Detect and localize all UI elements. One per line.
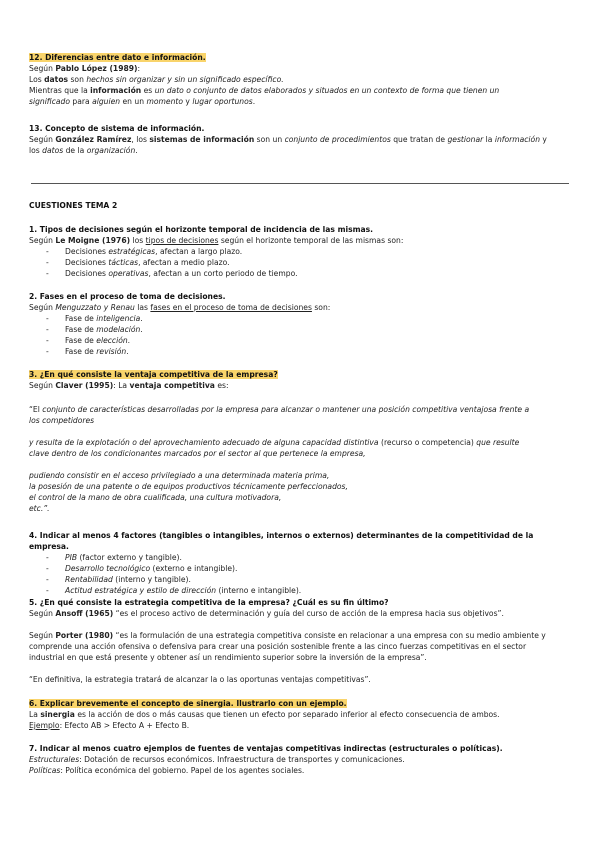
section-12-line4: significado para alguien en un momento y lugar oportunos.	[29, 97, 256, 106]
section-13-title: 13. Concepto de sistema de información.	[29, 124, 205, 133]
list-item: - Decisiones tácticas, afectan a medio plazo.	[29, 257, 574, 268]
question-5-ansoff: Según Ansoff (1965) “es el proceso activo de determinación y guía del curso de acción de la empresa hacia sus objetivos”.	[29, 609, 504, 618]
list-item: - Rentabilidad (interno y tangible).	[29, 574, 574, 585]
list-item: - Desarrollo tecnológico (externo e intangible).	[29, 563, 574, 574]
list-item: - Actitud estratégica y estilo de dirección (interno e intangible).	[29, 585, 574, 596]
list-item: - Fase de modelación.	[29, 324, 574, 335]
question-6-title: 6. Explicar brevemente el concepto de sinergia. Ilustrarlo con un ejemplo.	[29, 699, 347, 708]
question-3-quote-3: pudiendo consistir en el acceso privilegiado a una determinada materia prima, la posesión de una patente o de equipos productivos técnicamente perfeccionados, el control de la mano de obra cualificada, una cultura motivadora, etc.”.	[29, 471, 348, 513]
question-7-structural: Estructurales: Dotación de recursos económicos. Infraestructura de transportes y comunicaciones.	[29, 755, 405, 764]
section-12-line1: Según Pablo López (1989):	[29, 64, 141, 73]
question-1	[29, 224, 574, 279]
tema-2-heading-block	[29, 200, 574, 211]
question-1-title: 1. Tipos de decisiones según el horizonte temporal de incidencia de las mismas.	[29, 225, 374, 234]
question-2	[29, 291, 574, 357]
question-6	[29, 698, 574, 731]
section-13-line1: Según González Ramírez, los sistemas de información son un conjunto de procedimientos que tratan de gestionar la información y	[29, 135, 547, 144]
list-item: - Fase de revisión.	[29, 346, 574, 357]
section-divider	[31, 183, 569, 184]
question-3-intro: Según Claver (1995): La ventaja competitiva es:	[29, 381, 229, 390]
question-5	[29, 597, 574, 619]
question-5-conclusion: “En definitiva, la estrategia tratará de alcanzar la o las oportunas ventajas competitivas”.	[29, 675, 371, 684]
section-13-line2: los datos de la organización.	[29, 146, 138, 155]
section-12	[29, 52, 574, 107]
question-3-quote-1: “El conjunto de características desarrolladas por la empresa para alcanzar o mantener una posición competitiva ventajosa frente a los competidores	[29, 405, 530, 425]
section-12-line3: Mientras que la información es un dato o conjunto de datos elaborados y situados en un contexto de forma que tienen un	[29, 86, 500, 95]
question-2-intro: Según Menguzzato y Renau las fases en el proceso de toma de decisiones son:	[29, 303, 331, 312]
question-6-definition: La sinergia es la acción de dos o más causas que tienen un efecto por separado inferior al efecto consecuencia de ambos.	[29, 710, 500, 719]
section-12-title: 12. Diferencias entre dato e información.	[29, 53, 206, 62]
list-item: - PIB (factor externo y tangible).	[29, 552, 574, 563]
question-2-title: 2. Fases en el proceso de toma de decisiones.	[29, 292, 226, 301]
question-4	[29, 530, 574, 596]
question-2-list	[29, 313, 574, 357]
question-7-title: 7. Indicar al menos cuatro ejemplos de fuentes de ventajas competitivas indirectas (estructurales o políticas).	[29, 744, 503, 753]
question-5-title: 5. ¿En qué consiste la estrategia competitiva de la empresa? ¿Cuál es su fin último?	[29, 598, 389, 607]
question-4-title: 4. Indicar al menos 4 factores (tangibles o intangibles, internos o externos) determinantes de la competitividad de la empresa.	[29, 531, 534, 551]
question-3-quote-2: y resulta de la explotación o del aprovechamiento adecuado de alguna capacidad distintiva (recurso o competencia) que resulte clave dentro de los condicionantes marcados por el sector al que pertenece la empresa,	[29, 438, 520, 458]
section-13	[29, 123, 574, 156]
question-4-list	[29, 552, 574, 596]
question-3-title: 3. ¿En qué consiste la ventaja competitiva de la empresa?	[29, 370, 278, 379]
tema-2-heading: CUESTIONES TEMA 2	[29, 201, 118, 210]
section-12-line2: Los datos son hechos sin organizar y sin un significado específico.	[29, 75, 284, 84]
list-item: - Fase de elección.	[29, 335, 574, 346]
question-5-porter: Según Porter (1980) “es la formulación de una estrategia competitiva consiste en relacionar a una empresa con su medio ambiente y comprende una acción ofensiva o defensiva para crear una posición sostenible frente a las cinco fuerzas competitivas en el sector industrial en que está presente y obtener así un rendimiento superior sobre la inversión de la empresa”.	[29, 631, 546, 662]
list-item: - Decisiones estratégicas, afectan a largo plazo.	[29, 246, 574, 257]
question-6-example: Ejemplo: Efecto AB > Efecto A + Efecto B.	[29, 721, 190, 730]
question-7	[29, 743, 574, 776]
question-1-list	[29, 246, 574, 279]
question-1-intro: Según Le Moigne (1976) los tipos de decisiones según el horizonte temporal de las mismas son:	[29, 236, 404, 245]
question-7-political: Políticas: Política económica del gobierno. Papel de los agentes sociales.	[29, 766, 305, 775]
list-item: - Fase de inteligencia.	[29, 313, 574, 324]
question-3	[29, 369, 574, 391]
list-item: - Decisiones operativas, afectan a un corto periodo de tiempo.	[29, 268, 574, 279]
